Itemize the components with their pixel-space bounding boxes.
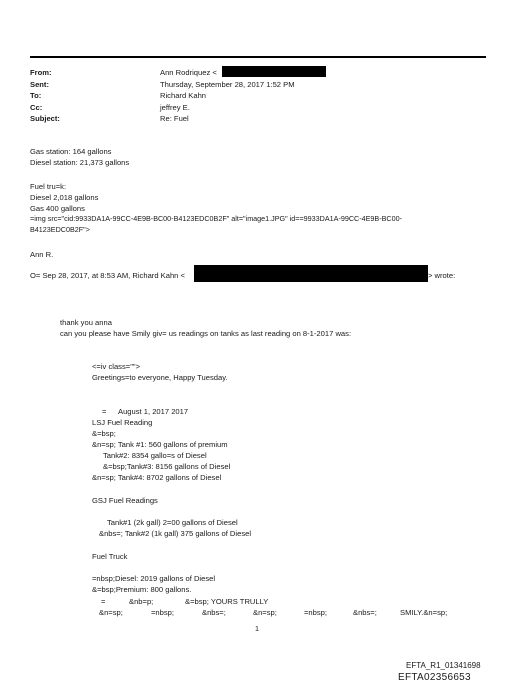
div-tag-line: <=iv class="">	[92, 362, 141, 371]
to-value: Richard Kahn	[160, 91, 207, 100]
truck-diesel-line: =nbsp;Diesel: 2019 gallons of Diesel	[92, 574, 216, 583]
redaction-box	[222, 66, 326, 77]
gas-station-line: Gas station: 164 gallons	[30, 147, 112, 156]
to-label: To:	[30, 91, 42, 100]
signature: Ann R.	[30, 250, 54, 259]
bates-number-large: EFTA02356653	[398, 672, 471, 683]
lsj-heading: LSJ Fuel Reading	[92, 418, 153, 427]
fuel-truck-heading: Fuel tru=k:	[30, 182, 67, 191]
image-source-line: =img src="cid:9933DA1A-99CC-4E9B-BC00-B4123EDC0B2F" alt="image1.JPG" id==9933DA1A-99CC-4E9B-BC00-	[30, 214, 402, 223]
gsj-tank2-line: &nbs=; Tank#2 (1k gall) 375 gallons of Diesel	[99, 529, 252, 538]
header-rule	[30, 56, 486, 58]
closing-cell: =nbsp;	[151, 608, 175, 617]
tank2-line: Tank#2: 8354 gallo=s of Diesel	[103, 451, 207, 460]
bsp-line: &=bsp;	[92, 429, 116, 438]
cc-value: jeffrey E.	[160, 103, 190, 112]
closing-cell: &=bsp; YOURS TRULLY	[185, 597, 269, 606]
gsj-tank1-line: Tank#1 (2k gall) 2=00 gallons of Diesel	[107, 518, 238, 527]
from-label: From:	[30, 68, 52, 77]
quote-intro: O= Sep 28, 2017, at 8:53 AM, Richard Kahn <	[30, 271, 185, 280]
subject-value: Re: Fuel	[160, 114, 189, 123]
image-source-line-cont: B4123EDC0B2F">	[30, 225, 90, 234]
from-value: Ann Rodriquez <	[160, 68, 217, 77]
closing-cell: =	[101, 597, 106, 606]
signature-smily: SMILY.&n=sp;	[400, 608, 448, 617]
closing-cell: &nbs=;	[353, 608, 377, 617]
fuel-truck-diesel: Diesel 2,018 gallons	[30, 193, 99, 202]
bates-number-small: EFTA_R1_01341698	[406, 661, 481, 670]
quote-intro-end: > wrote:	[428, 271, 456, 280]
tank1-line: &n=sp; Tank #1: 560 gallons of premium	[92, 440, 228, 449]
closing-cell: =nbsp;	[304, 608, 328, 617]
closing-cell: &n=sp;	[99, 608, 123, 617]
cc-label: Cc:	[30, 103, 43, 112]
closing-cell: &nbs=;	[202, 608, 226, 617]
redaction-box	[194, 265, 428, 282]
truck-premium-line: &=bsp;Premium: 800 gallons.	[92, 585, 192, 594]
sent-label: Sent:	[30, 80, 49, 89]
fuel-truck-gas: Gas 400 gallons	[30, 204, 85, 213]
closing-cell: &nb=p;	[129, 597, 154, 606]
gsj-heading: GSJ Fuel Readings	[92, 496, 158, 505]
fuel-truck-quoted-heading: Fuel Truck	[92, 552, 128, 561]
date-bullet: =	[102, 407, 107, 416]
tank3-line: &=bsp;Tank#3: 8156 gallons of Diesel	[103, 462, 231, 471]
sent-value: Thursday, September 28, 2017 1:52 PM	[160, 80, 295, 89]
closing-cell: &n=sp;	[253, 608, 277, 617]
quoted-request: can you please have Smily giv= us readings on tanks as last reading on 8-1-2017 was:	[60, 329, 352, 338]
date-line: August 1, 2017 2017	[118, 407, 189, 416]
diesel-station-line: Diesel station: 21,373 gallons	[30, 158, 130, 167]
subject-label: Subject:	[30, 114, 60, 123]
quoted-thanks: thank you anna	[60, 318, 112, 327]
greeting-line: Greetings=to everyone, Happy Tuesday.	[92, 373, 228, 382]
page-number: 1	[255, 624, 259, 633]
tank4-line: &n=sp; Tank#4: 8702 gallons of Diesel	[92, 473, 222, 482]
